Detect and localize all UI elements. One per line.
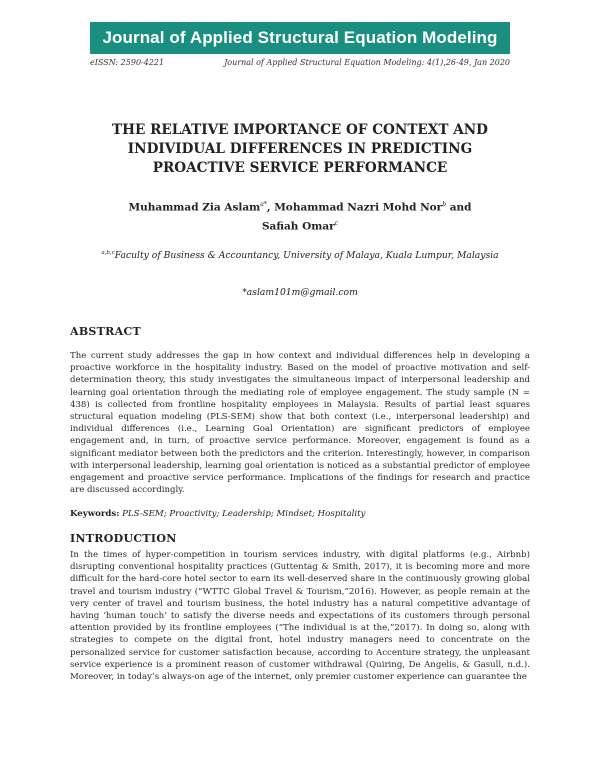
author-email: *aslam101m@gmail.com — [242, 287, 358, 298]
affiliation — [60, 250, 540, 261]
author-2: Mohammad Nazri Mohd Nor — [274, 201, 443, 214]
author-3-sup: c — [334, 219, 339, 227]
author-sep-2: and — [446, 201, 472, 214]
keywords-text: PLS-SEM; Proactivity; Leadership; Mindset; Hospitality — [119, 509, 366, 519]
authors — [110, 197, 490, 234]
keywords-label: Keywords: — [70, 509, 120, 519]
journal-banner: Journal of Applied Structural Equation Modeling — [90, 22, 510, 54]
introduction-text: In the times of hyper-competition in tourism services industry, with digital platforms (e.g., Airbnb) disrupting conventional hospitality practices (Guttentag & Smith, 2017), it is becoming more and more difficult for the hard-core hotel sector to earn its well-deserved share in the continuously growing global travel and tourism industry (“WTTC Global Travel & Tourism,”2016). However, as people remain at the very center of travel and tourism business, the hotel industry has a natural competitive advantage of having ‘human touch’ to satisfy the diverse needs and expectations of its customers through personal attention provided by its frontline employees (“The individual is at the,”2017). In doing so, along with strategies to compete on the digital front, hotel industry managers need to concentrate on the personalized service for customer satisfaction because, according to Accenture strategy, the unpleasant service experience is a prominent reason of customer withdrawal (Quiring, De Angelis, & Gasull, n.d.). Moreover, in today’s always-on age of the internet, only premier customer experience can guarantee the — [70, 550, 530, 683]
introduction-heading: INTRODUCTION — [70, 532, 177, 545]
keywords — [70, 509, 530, 519]
affiliation-sup: a,b,c — [101, 250, 115, 256]
author-2-sup: b — [442, 201, 447, 208]
eissn: eISSN: 2590-4221 — [90, 58, 165, 67]
affiliation-text: Faculty of Business & Accountancy, University of Malaya, Kuala Lumpur, Malaysia — [114, 250, 499, 262]
author-sep-1: , — [266, 201, 275, 214]
author-1: Muhammad Zia Aslam — [128, 201, 261, 214]
abstract-heading: ABSTRACT — [70, 325, 141, 338]
citation: Journal of Applied Structural Equation Modeling: 4(1),26-49, Jan 2020 — [224, 58, 510, 67]
author-3: Safiah Omar — [261, 220, 335, 232]
header-meta — [90, 58, 510, 67]
abstract-text: The current study addresses the gap in how context and individual differences help in developing a proactive workforce in the hospitality industry. Based on the model of proactive motivation and self-determination theory, this study investigates the simultaneous impact of interpersonal leadership and learning goal orientation through the mediating role of employee engagement. The study sample (N = 438) is collected from frontline hospitality employees in Malaysia. Results of partial least squares structural equation modeling (PLS-SEM) show that both context (i.e., interpersonal leadership) and individual differences (i.e., Learning Goal Orientation) are significant predictors of employee engagement and, in turn, of proactive service performance. Moreover, engagement is found as a significant mediator between both the predictors and the criterion. Interestingly, however, in comparison with interpersonal leadership, learning goal orientation is noticed as a substantial predictor of employee engagement and proactive service performance. Implications of the findings for research and practice are discussed accordingly. — [70, 351, 530, 496]
article-title: THE RELATIVE IMPORTANCE OF CONTEXT AND INDIVIDUAL DIFFERENCES IN PREDICTING PROACTIVE SERVICE PERFORMANCE — [112, 122, 488, 176]
author-1-sup: a* — [260, 201, 267, 208]
